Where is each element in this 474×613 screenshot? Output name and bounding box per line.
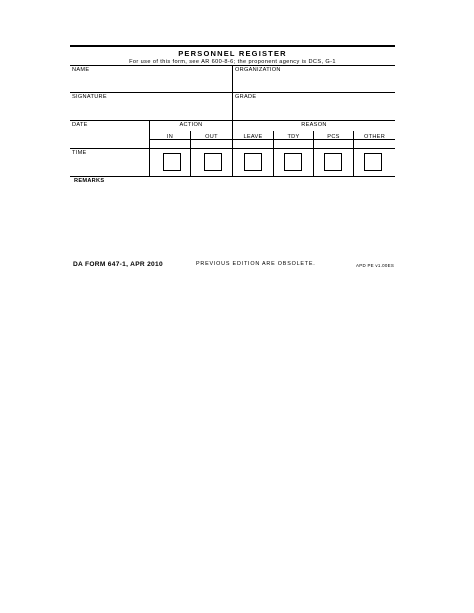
organization-label: ORGANIZATION [235,67,281,73]
top-rule [70,45,395,47]
action-header: ACTION [179,122,203,128]
grade-label: GRADE [235,94,257,100]
reason-leave-checkbox[interactable] [244,153,262,171]
name-label: NAME [72,67,90,73]
rule-date-divider [149,120,150,176]
edition-note: PREVIOUS EDITION ARE OBSOLETE. [196,261,316,267]
form-title: PERSONNEL REGISTER [178,49,287,58]
form-number: DA FORM 647-1, APR 2010 [73,261,163,268]
action-in-checkbox[interactable] [163,153,181,171]
reason-other-label: OTHER [363,134,386,140]
reason-header: REASON [301,122,327,128]
reason-tdy-checkbox[interactable] [284,153,302,171]
personnel-register-form [70,45,395,185]
action-in-label: IN [166,134,174,140]
remarks-label: REMARKS [74,178,105,184]
reason-other-checkbox[interactable] [364,153,382,171]
version-label: APD PE v1.00ES [356,263,395,268]
date-label: DATE [72,122,88,128]
form-grid [70,65,395,185]
reason-pcs-checkbox[interactable] [324,153,342,171]
reason-tdy-label: TDY [287,134,300,140]
signature-label: SIGNATURE [72,94,107,100]
action-out-checkbox[interactable] [204,153,222,171]
rule-center-divider [232,65,233,176]
reason-pcs-label: PCS [327,134,340,140]
reason-leave-label: LEAVE [243,134,263,140]
time-label: TIME [72,150,87,156]
rule-remarks-top [70,176,395,177]
action-out-label: OUT [205,134,218,140]
form-subtitle: For use of this form, see AR 600-8-6; the proponent agency is DCS, G-1 [129,59,336,65]
